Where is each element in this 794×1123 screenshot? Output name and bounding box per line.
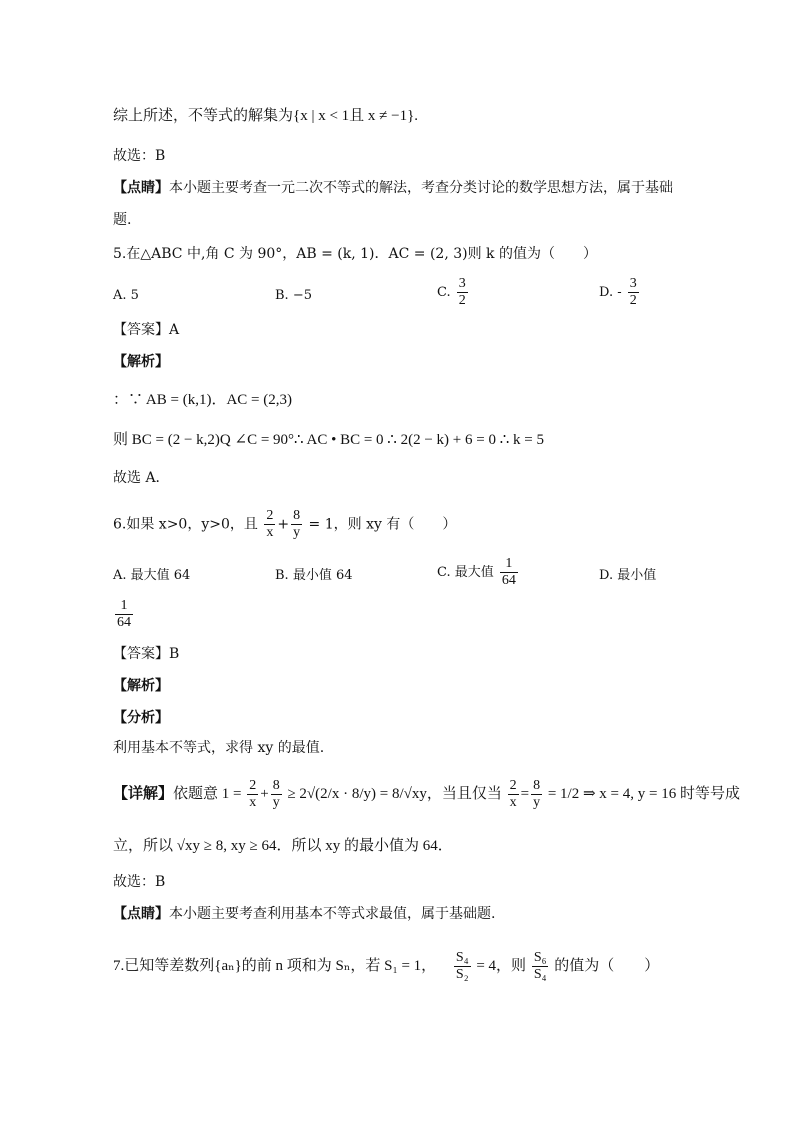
fraction-numerator: 1 [120, 598, 128, 613]
fraction-numerator: S₄ [455, 950, 469, 965]
summary-line: 综上所述，不等式的解集为{x | x < 1且 x ≠ −1}. [113, 108, 419, 124]
q6-option-c [437, 556, 520, 589]
q6-fraction-2 [291, 508, 302, 541]
q6-suffix: = 1，则 xy 有（ ） [308, 516, 457, 533]
comment-line-cont: 题. [113, 212, 132, 228]
q6-fraction-1 [264, 508, 275, 541]
q5-option-d-fraction [628, 276, 639, 309]
q5-option-d [599, 276, 641, 309]
analysis-6-line-4: 故选：B [113, 874, 166, 890]
detail-middle-1: ≥ 2√(2/x · 8/y) = 8/√xy [287, 785, 427, 802]
q5-option-d-label: D. - [599, 285, 622, 300]
question-5: 5.在△ABC 中,角 C 为 90°，AB = (k, 1)．AC = (2, 3)则 k 的值为（ ） [113, 246, 597, 262]
detail-fraction-1 [247, 778, 258, 811]
answer-6: 【答案】B [113, 646, 180, 662]
detail-fraction-4 [531, 778, 542, 811]
question-6 [113, 508, 456, 541]
q5-option-c-label: C. [437, 285, 451, 300]
analysis-6-heading: 【解析】 [113, 678, 169, 694]
analysis-5-heading: 【解析】 [113, 354, 169, 370]
question-7 [113, 950, 659, 983]
q6-option-c-fraction [500, 556, 518, 589]
detail-middle-2: ，当且仅当 [426, 785, 502, 802]
detail-tag: 【详解】 [113, 785, 174, 802]
q7-suffix: 的值为（ ） [554, 957, 660, 974]
q5-option-b: B. −5 [275, 288, 312, 303]
fraction-denominator: x [509, 795, 517, 810]
detail-fraction-3 [508, 778, 519, 811]
fraction-numerator: 8 [272, 778, 280, 793]
fraction-denominator: x [266, 525, 274, 540]
fraction-denominator: y [533, 795, 541, 810]
q5-option-a: A. 5 [113, 288, 139, 303]
detail-fraction-2 [271, 778, 282, 811]
q6-option-c-label: C. 最大值 [437, 565, 494, 580]
q7-fraction-2 [532, 950, 549, 983]
note-6-text: 本小题主要考查利用基本不等式求最值，属于基础题. [169, 906, 496, 922]
q6-option-d-fraction [115, 598, 133, 631]
fraction-numerator: 2 [509, 778, 517, 793]
analysis-5-line-1: ：∵ AB = (k,1)．AC = (2,3) [113, 392, 292, 408]
q7-prefix: 7.已知等差数列{aₙ}的前 n 项和为 Sₙ，若 S₁ = 1， [113, 957, 437, 974]
fraction-numerator: 3 [629, 276, 637, 291]
analysis-6-subheading: 【分析】 [113, 710, 169, 726]
fraction-numerator: 2 [266, 508, 274, 523]
fraction-denominator: y [293, 525, 301, 540]
q5-option-c [437, 276, 470, 309]
fraction-numerator: S₆ [533, 950, 547, 965]
analysis-6-detail: 【详解】依题意 1 = $\frac{2}{x}$ + $\frac{8}{y}$ ≥ 2√(2/x · 8/y) = 8/√xy，当且仅当 $\frac{2}{x}$ = $\frac{8}{y}$ = 1/2 ⇒ x = 4, y = 16 时等号成 [113, 778, 740, 810]
fraction-denominator: y [272, 795, 280, 810]
analysis-5-line-2: 则 BC = (2 − k,2)Q ∠C = 90°∴ AC • BC = 0 ∴ 2(2 − k) + 6 = 0 ∴ k = 5 [113, 432, 544, 448]
fraction-numerator: 2 [249, 778, 257, 793]
q6-option-b: B. 最小值 64 [275, 568, 353, 583]
comment-tag: 【点睛】 [113, 180, 169, 196]
q6-plus: + [277, 516, 290, 533]
q6-option-a: A. 最大值 64 [113, 568, 191, 583]
q5-option-c-fraction [457, 276, 468, 309]
fraction-denominator: S₂ [455, 967, 469, 982]
analysis-6-line-1: 利用基本不等式，求得 xy 的最值. [113, 740, 325, 756]
answer-5: 【答案】A [113, 322, 180, 338]
fraction-numerator: 8 [293, 508, 301, 523]
fraction-denominator: S₄ [533, 967, 547, 982]
fraction-numerator: 1 [505, 556, 513, 571]
detail-prefix: 依题意 1 = [173, 785, 242, 802]
detail-middle-3: = 1/2 ⇒ x = 4, y = 16 时等号成 [547, 785, 740, 802]
answer-choice-line: 故选：B [113, 148, 166, 164]
q6-option-d-fraction-line [113, 598, 135, 631]
q7-fraction-1 [454, 950, 471, 983]
fraction-denominator: x [249, 795, 257, 810]
comment-line [113, 178, 673, 198]
comment-text: 本小题主要考查一元二次不等式的解法，考查分类讨论的数学思想方法，属于基础 [169, 180, 673, 196]
note-6 [113, 904, 495, 924]
fraction-numerator: 8 [533, 778, 541, 793]
q6-prefix: 6.如果 x>0，y>0，且 [113, 516, 258, 533]
q6-option-d: D. 最小值 [599, 568, 657, 583]
fraction-denominator: 2 [629, 293, 637, 308]
fraction-denominator: 64 [501, 573, 516, 588]
note-6-tag: 【点睛】 [113, 906, 169, 922]
fraction-denominator: 2 [458, 293, 466, 308]
fraction-denominator: 64 [117, 615, 131, 630]
analysis-6-line-3: 立，所以 √xy ≥ 8, xy ≥ 64．所以 xy 的最小值为 64． [113, 838, 453, 854]
q7-middle: = 4，则 [476, 957, 527, 974]
analysis-5-line-3: 故选 A． [113, 470, 170, 486]
fraction-numerator: 3 [458, 276, 466, 291]
